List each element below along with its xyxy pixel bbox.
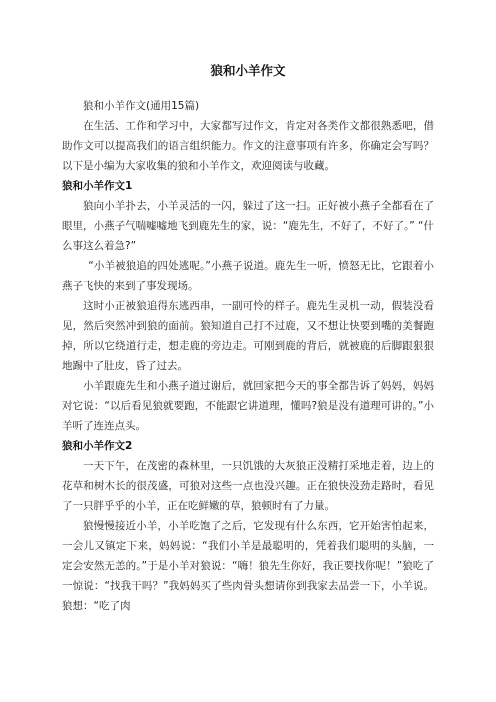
- intro-subtitle: 狼和小羊作文(通用15篇): [83, 100, 200, 112]
- paragraph: 狼向小羊扑去，小羊灵活的一闪，躲过了这一扫。正好被小燕子全都看在了眼里，小燕子气喘嘘嘘地飞到鹿先生的家，说：“鹿先生，不好了，不好了。” “什么事这么着急?”: [62, 200, 434, 252]
- paragraph: “小羊被狼追的四处逃呢。”小燕子说道。鹿先生一听，愤怒无比，它跟着小燕子飞快的来到了事发现场。: [62, 260, 434, 292]
- paragraph: 这时小正被狼追得东逃西串，一副可怜的样子。鹿先生灵机一动，假装没看见，然后突然冲到狼的面前。狼知道自己打不过鹿，又不想让快要到嘴的美餐跑掉，所以它绕道行走，想走鹿的旁边走。可刚到鹿的背后，就被鹿的后脚跟狠狠地踢中了肚皮，昏了过去。: [62, 300, 434, 372]
- section-heading-1: 狼和小羊作文1: [62, 180, 133, 192]
- paragraph: 一天下午，在茂密的森林里，一只饥饿的大灰狼正没精打采地走着，边上的花草和树木长的很茂盛，可狼对这些一点也没兴趣。正在狼快没劲走路时，看见了一只胖乎乎的小羊，正在吃鲜嫩的草，狼顿时有了力量。: [62, 460, 434, 512]
- section-heading-2: 狼和小羊作文2: [62, 440, 133, 452]
- document-title: 狼和小羊作文: [210, 63, 286, 78]
- paragraph: 小羊跟鹿先生和小燕子道过谢后，就回家把今天的事全都告诉了妈妈，妈妈对它说：“以后看见狼就要跑，不能跟它讲道理，懂吗?狼是没有道理可讲的。”小羊听了连连点头。: [62, 380, 434, 432]
- intro-paragraph: 在生活、工作和学习中，大家都写过作文，肯定对各类作文都很熟悉吧，借助作文可以提高我们的语言组织能力。作文的注意事项有许多，你确定会写吗？以下是小编为大家收集的狼和小羊作文，欢迎阅读与收藏。: [62, 120, 434, 172]
- paragraph: 狼慢慢接近小羊，小羊吃饱了之后，它发现有什么东西，它开始害怕起来，一会儿又镇定下来，妈妈说：“我们小羊是最聪明的，凭着我们聪明的头脑，一定会安然无恙的。”于是小羊对狼说：“嗨！狼先生你好，我正要找你呢！”狼吃了一惊说：“找我干吗？”我妈妈买了些肉骨头想请你到我家去品尝一下，小羊说。狼想：“吃了肉: [62, 520, 434, 612]
- document-body: [62, 96, 434, 616]
